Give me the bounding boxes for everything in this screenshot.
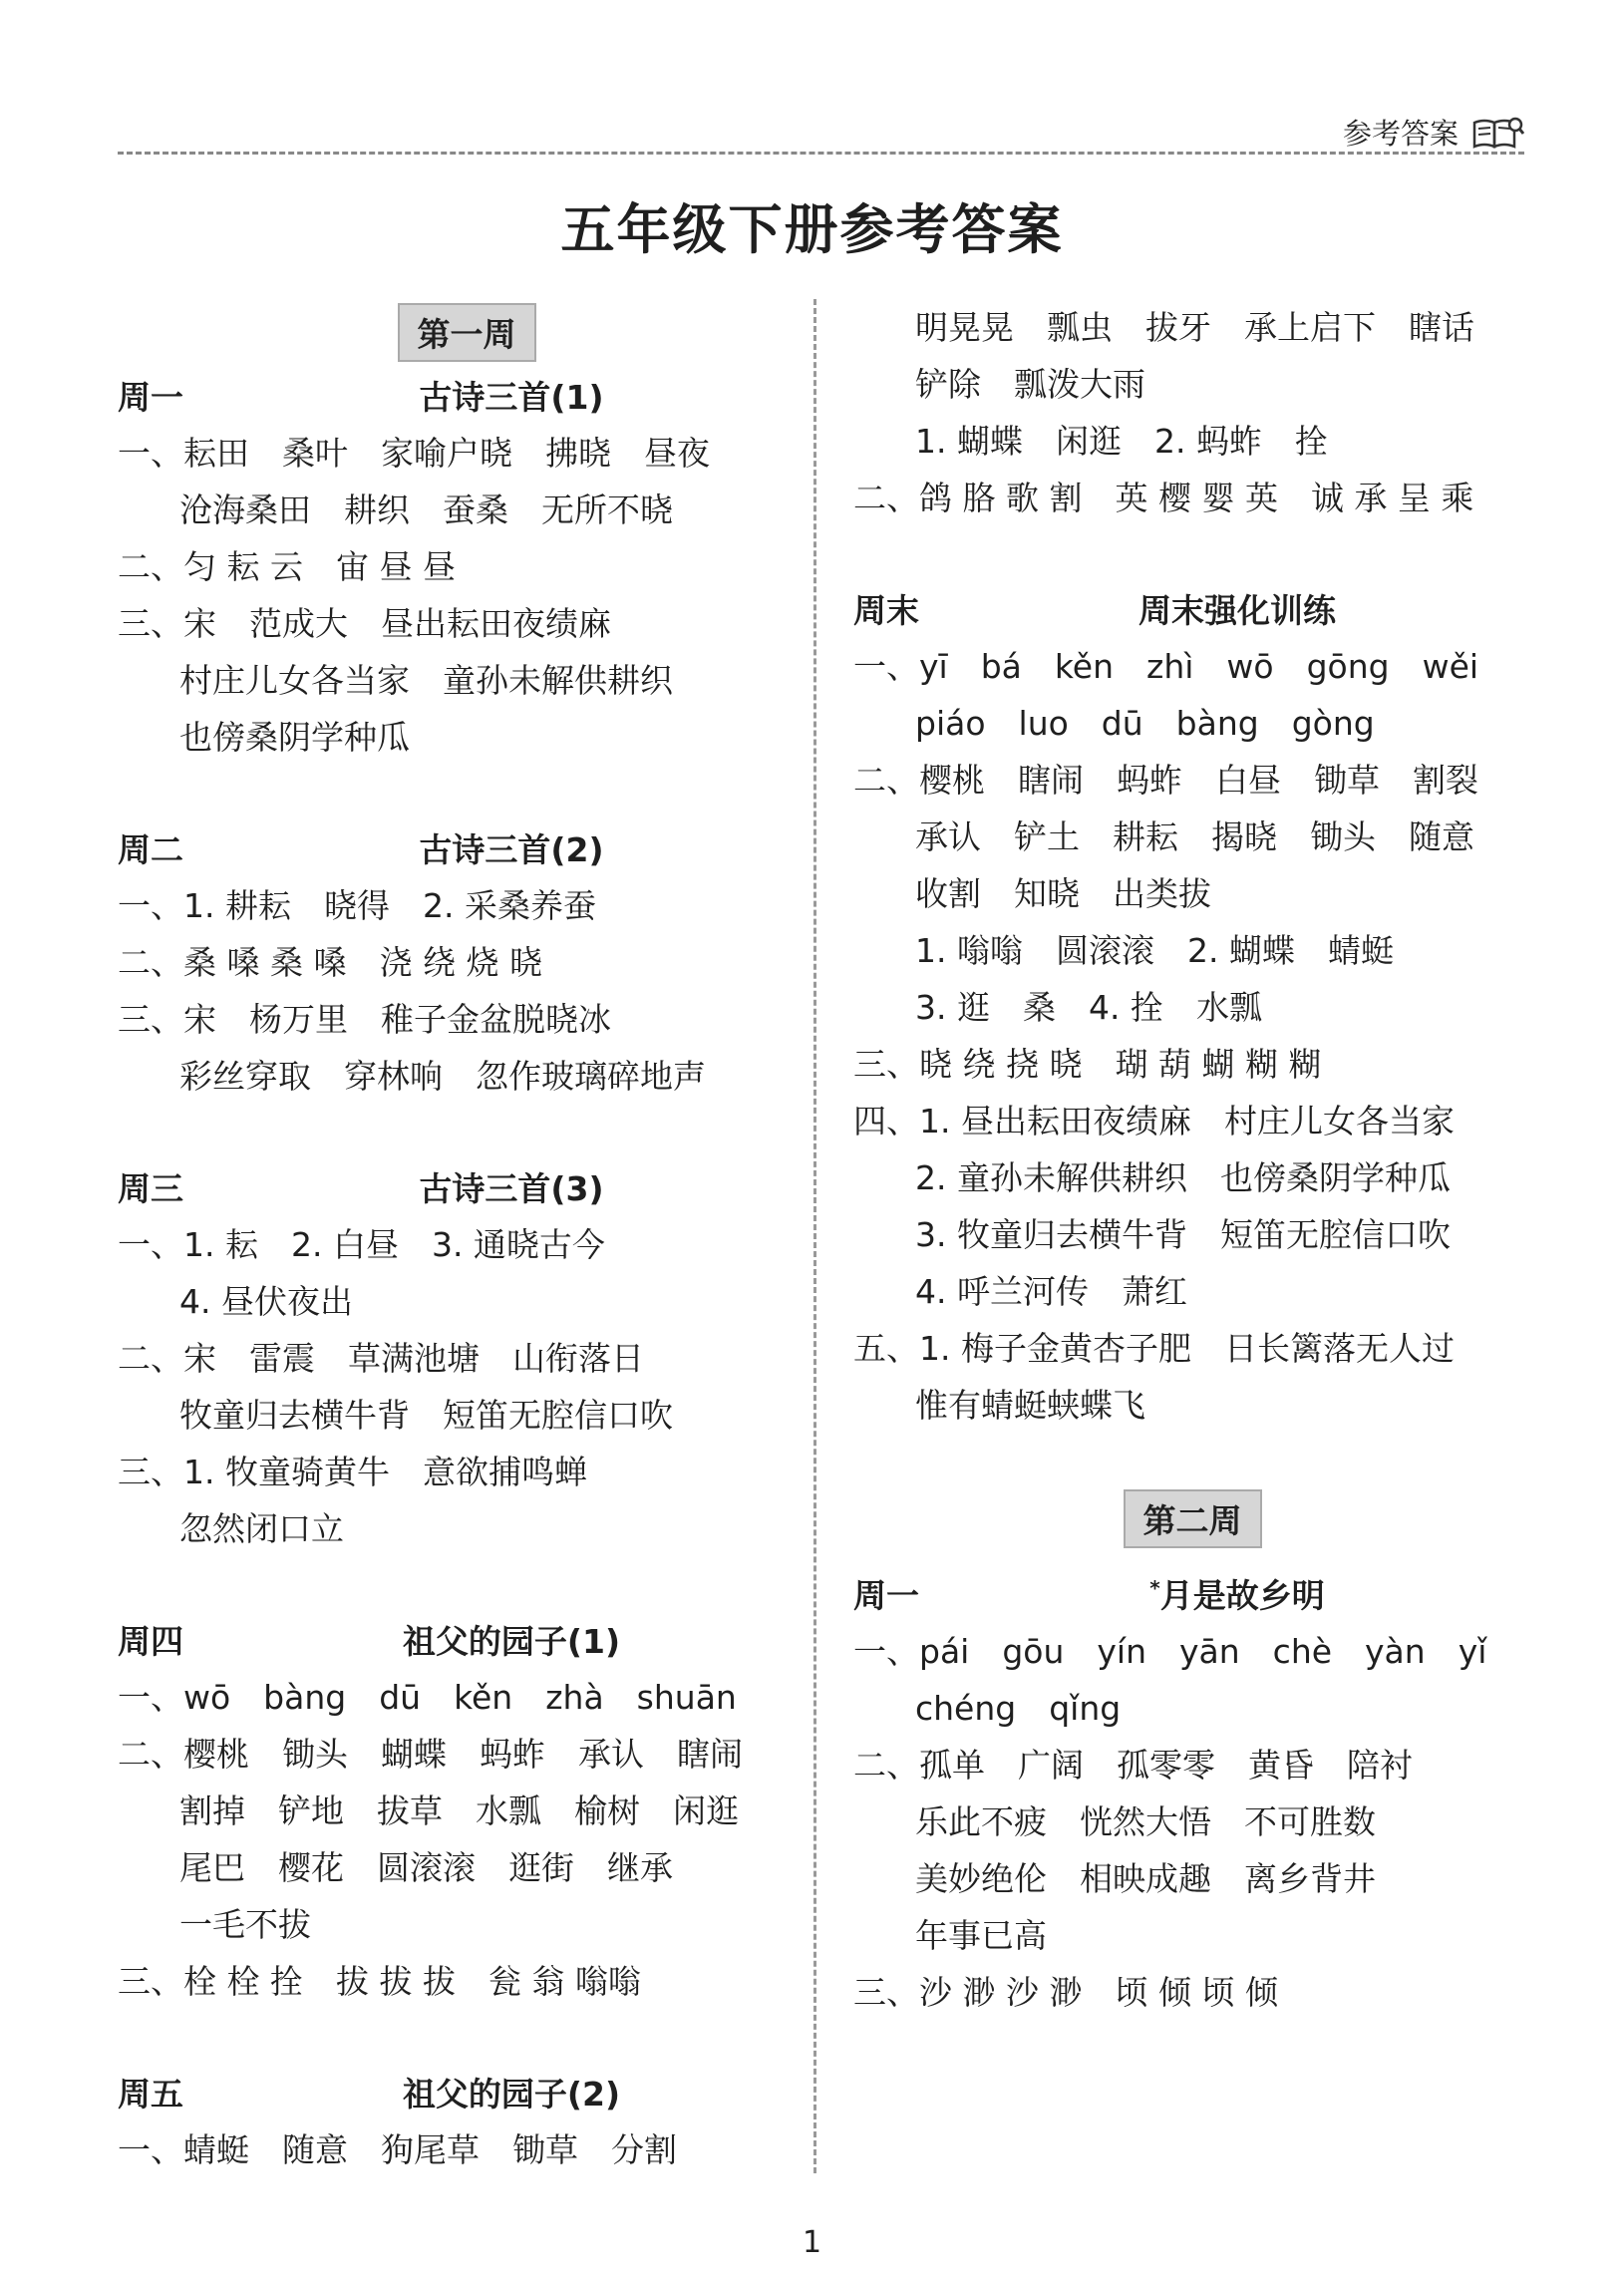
week-badge: 第一周 <box>398 303 536 362</box>
answer-line: 一毛不拔 <box>179 1905 311 1944</box>
day-heading <box>118 2062 815 2121</box>
answer-line: 二、樱桃 锄头 蝴蝶 蚂蚱 承认 瞎闹 <box>118 1735 743 1774</box>
answer-line: 三、晓 绕 挠 晓 瑚 葫 蝴 糊 糊 <box>853 1045 1322 1084</box>
answer-line: 三、宋 范成大 昼出耘田夜绩麻 <box>118 604 611 643</box>
lesson-title <box>1003 1570 1531 1617</box>
answer-line: 二、樱桃 瞎闹 蚂蚱 白昼 锄草 割裂 <box>853 761 1478 800</box>
answer-line: 沧海桑田 耕织 蚕桑 无所不晓 <box>179 490 673 529</box>
answer-line: 一、yī bá kěn zhì wō gōng wěi <box>853 647 1479 686</box>
answer-line: 1. 蝴蝶 闲逛 2. 蚂蚱 拴 <box>915 422 1328 461</box>
answer-line: 二、桑 嗓 桑 嗓 浇 绕 烧 晓 <box>118 943 542 982</box>
answer-line: 一、1. 耕耘 晓得 2. 采桑养蚕 <box>118 886 596 925</box>
day-label: 周五 <box>118 2074 183 2114</box>
answer-line: piáo luo dū bàng gòng <box>915 704 1375 743</box>
lesson-text: 月是故乡明 <box>1159 1575 1325 1615</box>
lesson-title: 古诗三首(1) <box>419 377 604 417</box>
day-heading <box>118 1609 815 1669</box>
lesson-title: 祖父的园子(2) <box>402 2074 621 2114</box>
answer-line: 三、1. 牧童骑黄牛 意欲捕鸣蝉 <box>118 1453 587 1491</box>
answer-line: 三、沙 渺 沙 渺 顷 倾 顷 倾 <box>853 1973 1278 2012</box>
day-heading <box>118 365 815 425</box>
lesson-title: 祖父的园子(1) <box>402 1621 621 1661</box>
answer-line: 二、宋 雷震 草满池塘 山衔落日 <box>118 1339 644 1378</box>
answer-line: 3. 牧童归去横牛背 短笛无腔信口吹 <box>915 1215 1451 1254</box>
answer-line: 忽然闭口立 <box>179 1509 344 1548</box>
day-label: 周一 <box>118 377 183 417</box>
book-magnifier-icon <box>1470 115 1524 151</box>
answer-line: 收割 知晓 出类拔 <box>915 874 1211 913</box>
header-label: 参考答案 <box>1342 117 1459 151</box>
answer-line: 1. 嗡嗡 圆滚滚 2. 蝴蝶 蜻蜓 <box>915 931 1394 970</box>
day-heading <box>118 1156 815 1216</box>
answer-line: 一、1. 耘 2. 白昼 3. 通晓古今 <box>118 1225 605 1264</box>
day-heading <box>853 1563 1531 1623</box>
lesson-title: 古诗三首(2) <box>419 829 604 869</box>
answer-line: 二、匀 耘 云 宙 昼 昼 <box>118 547 456 586</box>
week-badge: 第二周 <box>1124 1489 1262 1548</box>
answer-line: 彩丝穿取 穿林响 忽作玻璃碎地声 <box>179 1057 706 1096</box>
lesson-title: 古诗三首(3) <box>419 1168 604 1208</box>
answer-line: 二、鸽 胳 歌 割 英 樱 婴 英 诚 承 呈 乘 <box>853 479 1474 517</box>
answer-line: 尾巴 樱花 圆滚滚 逛街 继承 <box>179 1848 673 1887</box>
day-heading <box>118 817 815 877</box>
answer-line: 牧童归去横牛背 短笛无腔信口吹 <box>179 1396 673 1435</box>
day-label: 周末 <box>853 590 919 630</box>
page-number: 1 <box>802 2225 822 2260</box>
header-divider <box>118 152 1524 155</box>
answer-line: 年事已高 <box>915 1916 1047 1955</box>
answer-line: 2. 童孙未解供耕织 也傍桑阴学种瓜 <box>915 1158 1451 1197</box>
answer-line: 一、耘田 桑叶 家喻户晓 拂晓 昼夜 <box>118 434 710 473</box>
answer-line: chéng qǐng <box>915 1689 1122 1728</box>
left-column <box>118 299 815 2178</box>
answer-line: 承认 铲土 耕耘 揭晓 锄头 随意 <box>915 817 1474 856</box>
answer-line: 一、蜻蜓 随意 狗尾草 锄草 分割 <box>118 2130 677 2169</box>
answer-line: 也傍桑阴学种瓜 <box>179 718 410 757</box>
day-label: 周一 <box>853 1575 919 1615</box>
answer-line: 4. 昼伏夜出 <box>179 1282 353 1321</box>
day-label: 周二 <box>118 829 183 869</box>
answer-line: 三、栓 栓 拴 拔 拔 拔 瓮 翁 嗡嗡 <box>118 1962 641 2001</box>
answer-line: 惟有蜻蜓蛱蝶飞 <box>915 1386 1145 1425</box>
right-column <box>853 299 1531 2021</box>
answer-line: 铲除 瓢泼大雨 <box>915 365 1145 404</box>
answer-line: 一、pái gōu yín yān chè yàn yǐ <box>853 1632 1487 1671</box>
answer-line: 三、宋 杨万里 稚子金盆脱晓冰 <box>118 1000 611 1039</box>
day-label: 周四 <box>118 1621 183 1661</box>
answer-line: 一、wō bàng dū kěn zhà shuān <box>118 1678 737 1717</box>
day-label: 周三 <box>118 1168 183 1208</box>
answer-line: 明晃晃 瓢虫 拔牙 承上启下 瞎话 <box>915 308 1474 347</box>
lesson-mark: * <box>1149 1575 1160 1600</box>
header-tag <box>1343 112 1524 153</box>
answer-line: 美妙绝伦 相映成趣 离乡背井 <box>915 1859 1376 1898</box>
lesson-title: 周末强化训练 <box>1138 590 1336 630</box>
answer-line: 四、1. 昼出耘田夜绩麻 村庄儿女各当家 <box>853 1102 1455 1140</box>
page-title: 五年级下册参考答案 <box>560 198 1064 261</box>
answer-line: 村庄儿女各当家 童孙未解供耕织 <box>179 661 673 700</box>
answer-line: 五、1. 梅子金黄杏子肥 日长篱落无人过 <box>853 1329 1455 1368</box>
answer-line: 3. 逛 桑 4. 拴 水瓢 <box>915 988 1262 1027</box>
answer-line: 乐此不疲 恍然大悟 不可胜数 <box>915 1802 1376 1841</box>
day-heading <box>853 578 1531 638</box>
answer-line: 4. 呼兰河传 萧红 <box>915 1272 1187 1311</box>
answer-line: 割掉 铲地 拔草 水瓢 榆树 闲逛 <box>179 1791 739 1830</box>
answer-line: 二、孤单 广阔 孤零零 黄昏 陪衬 <box>853 1746 1413 1785</box>
